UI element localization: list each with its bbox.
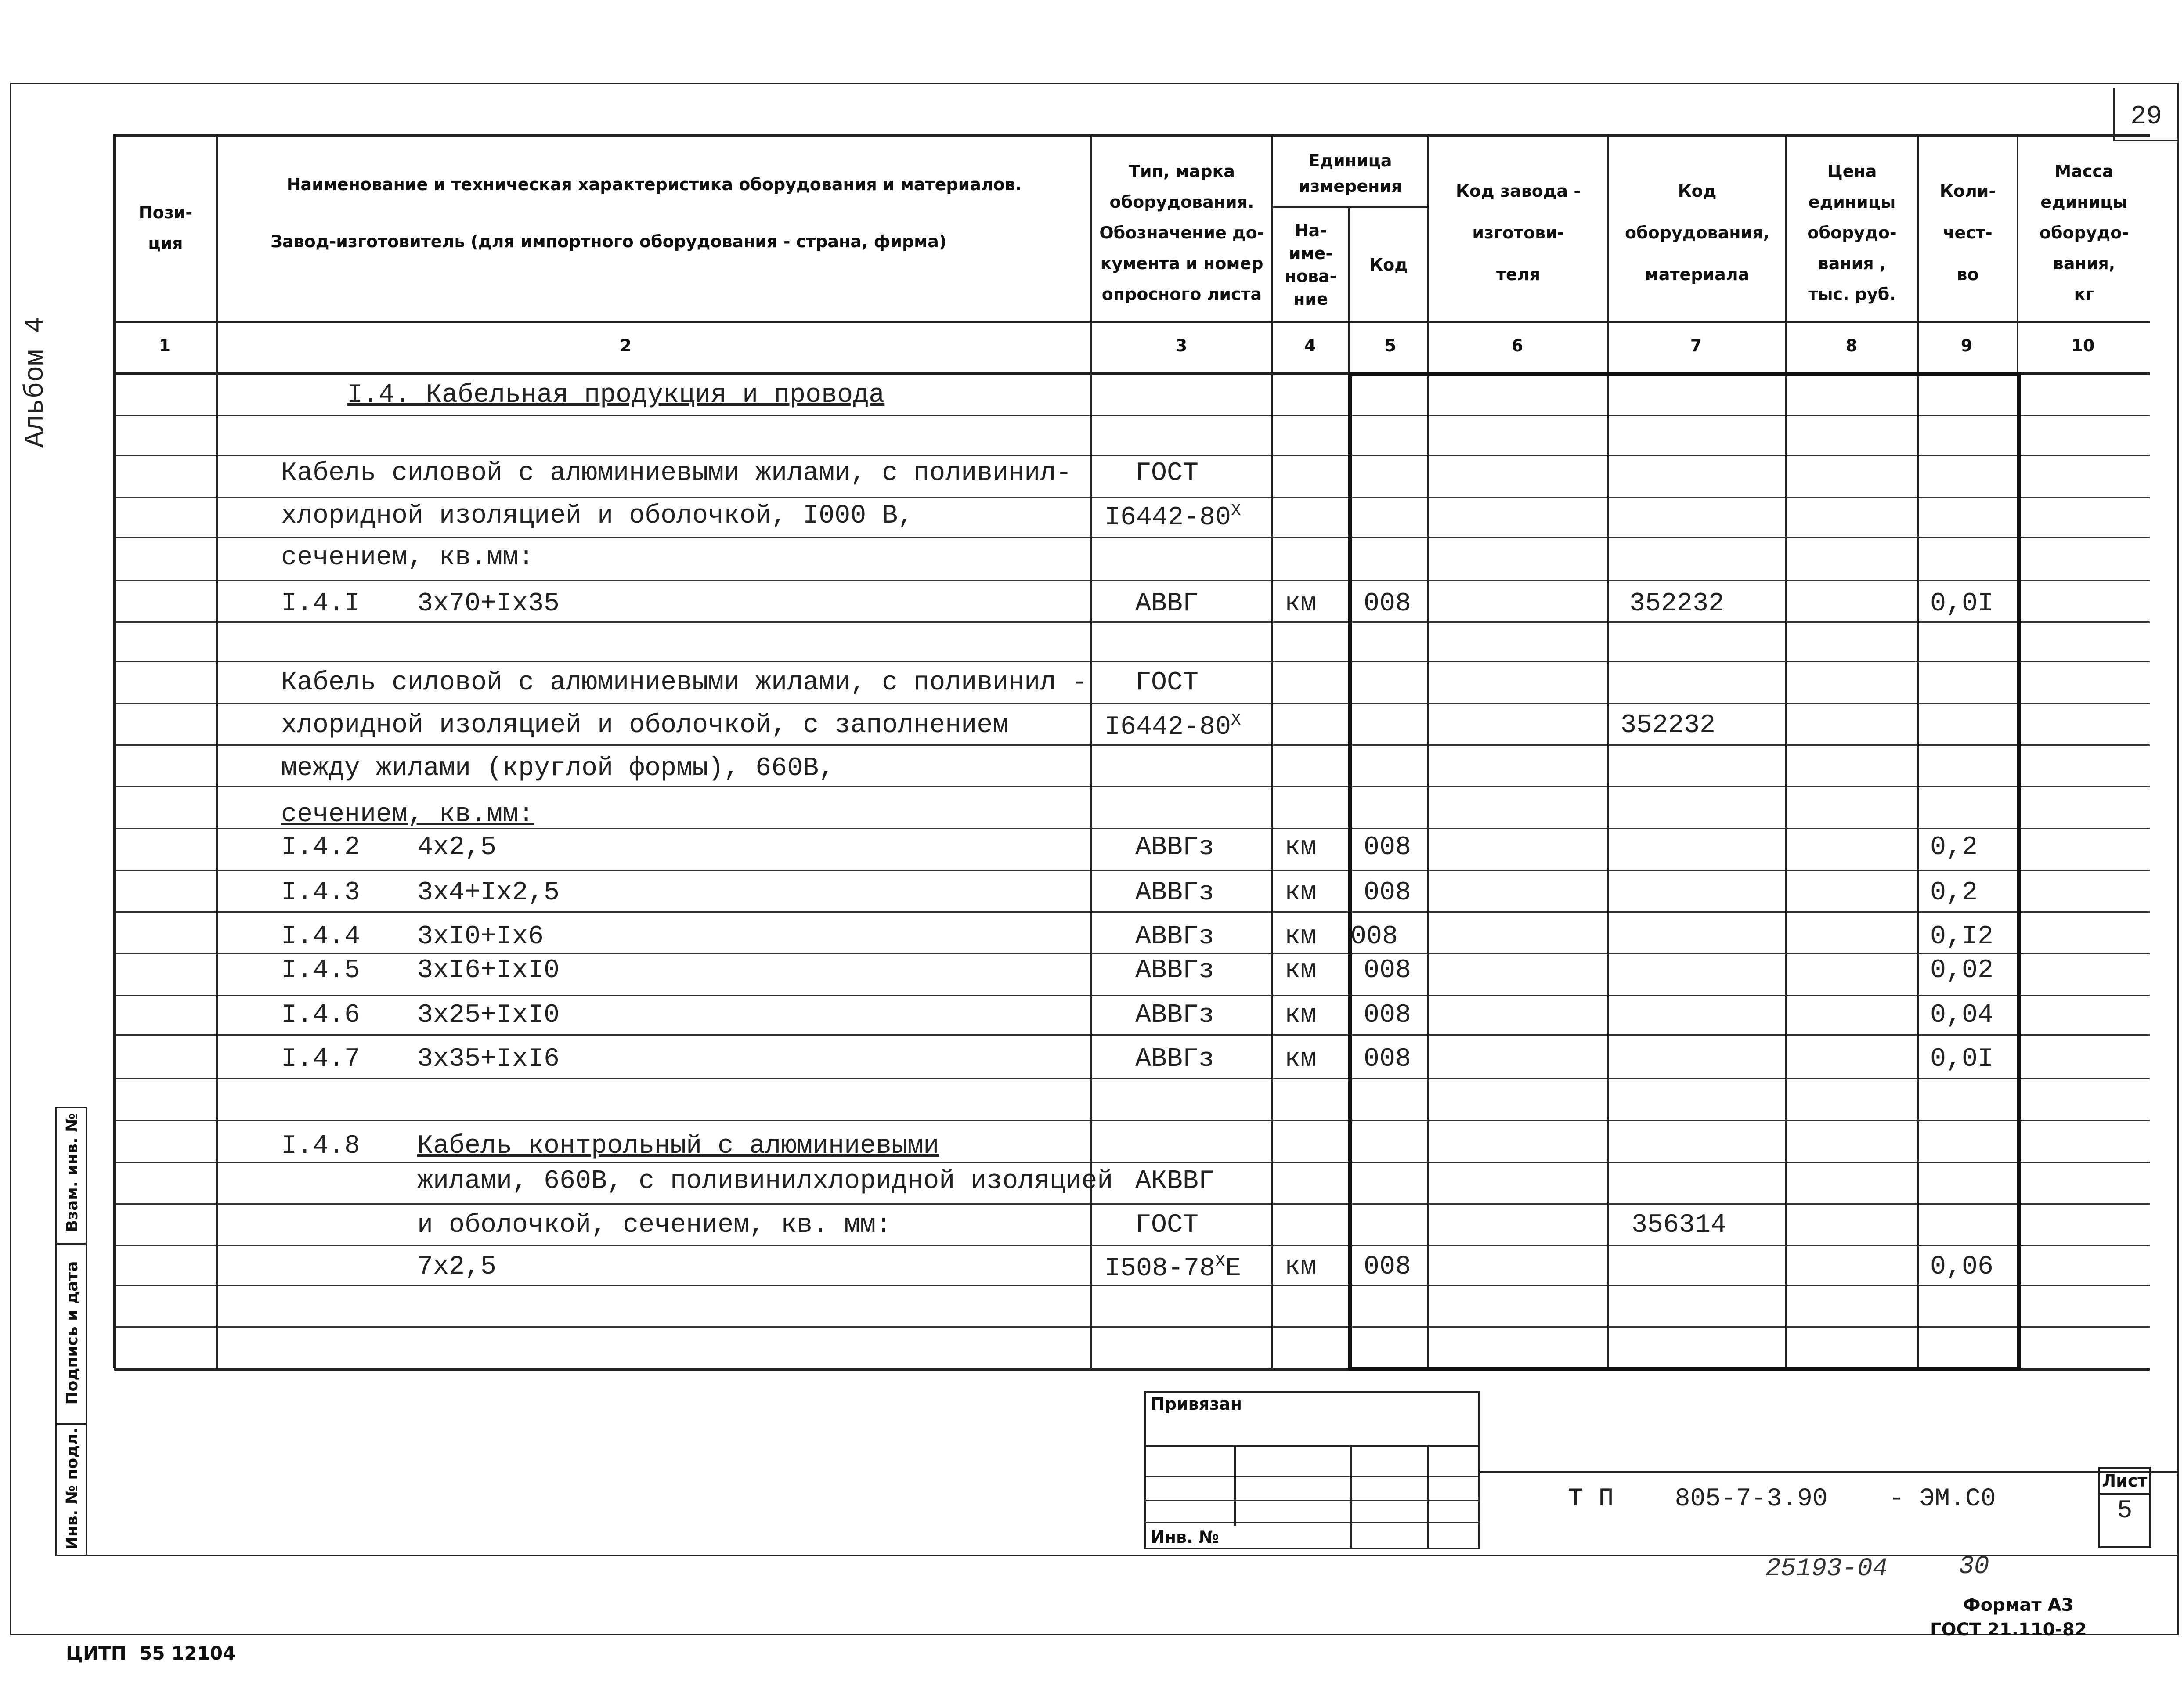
table-row-name: Кабель контрольный с алюминиевыми	[417, 1131, 939, 1161]
table-row-position: I.4.4	[281, 922, 361, 952]
table-row-unit: км	[1285, 589, 1317, 619]
sheet-number: 5	[2117, 1497, 2133, 1525]
header-unit-code: Код	[1369, 255, 1408, 274]
header-price: Цена единицы оборудо- вания , тыс. руб.	[1807, 162, 1897, 304]
column-number: 4	[1304, 336, 1316, 355]
table-row-quantity: 0,04	[1930, 1000, 1994, 1030]
header-unit-name: На- име- нова- ние	[1285, 221, 1337, 309]
table-row-name: между жилами (круглой формы), 660В,	[281, 754, 835, 783]
table-row-name: сечением, кв.мм:	[281, 543, 534, 573]
column-number: 5	[1384, 336, 1397, 355]
table-row-name: хлоридной изоляцией и оболочкой, с заполнением	[281, 711, 1009, 740]
table-row-position: I.4.6	[281, 1000, 361, 1030]
column-number: 1	[159, 336, 171, 355]
table-row-name: 3x70+Ix35	[417, 589, 560, 619]
table-row-type: АВВГз	[1135, 833, 1215, 863]
table-row-equipment-code: 356314	[1632, 1210, 1727, 1240]
table-row-code: 008	[1364, 833, 1411, 863]
album-label: Альбом 4	[20, 317, 51, 448]
table-row-quantity: 0,2	[1930, 878, 1978, 908]
table-row-name: 3x4+Ix2,5	[417, 878, 560, 908]
sheet-label: Лист	[2102, 1471, 2148, 1491]
table-row-type: $I6442-80^X$	[1105, 711, 1241, 742]
handwritten-page-number: 30	[1959, 1552, 1989, 1581]
column-number: 9	[1960, 336, 1973, 355]
table-row-name: Кабель силовой с алюминиевыми жилами, с поливинил-	[281, 458, 1072, 488]
footer-code: ЦИТП 55 12104	[66, 1642, 236, 1664]
table-row-unit: км	[1285, 833, 1317, 863]
table-row-code: 008	[1364, 589, 1411, 619]
table-row-code: 008	[1350, 922, 1398, 952]
table-row-position: I.4.I	[281, 589, 361, 619]
header-quantity: Коли- чест- во	[1939, 181, 1996, 284]
table-row-quantity: 0,06	[1930, 1252, 1994, 1282]
header-manufacturer: Завод-изготовитель (для импортного оборудования - страна, фирма)	[271, 232, 947, 251]
table-row-unit: км	[1285, 1000, 1317, 1030]
table-row-equipment-code: 352232	[1629, 589, 1725, 619]
header-unit: Единица измерения	[1298, 151, 1402, 196]
table-row-name: Кабель силовой с алюминиевыми жилами, с поливинил -	[281, 668, 1088, 698]
document-designation: Т П 805-7-3.90 - ЭМ.С0	[1568, 1485, 1996, 1513]
table-row-type: АКВВГ	[1135, 1166, 1215, 1196]
header-mass: Масса единицы оборудо- вания, кг	[2039, 162, 2129, 304]
column-number: 6	[1511, 336, 1523, 355]
table-row-type: ГОСТ	[1135, 458, 1199, 488]
column-number: 8	[1845, 336, 1858, 355]
table-row-name: 4x2,5	[417, 833, 497, 863]
table-row-position: I.4.3	[281, 878, 361, 908]
table-row-name: хлоридной изоляцией и оболочкой, I000 В,	[281, 501, 914, 531]
column-number: 2	[620, 336, 632, 355]
binding-label: Привязан	[1151, 1394, 1242, 1414]
table-row-type: АВВГз	[1135, 878, 1215, 908]
table-row-unit: км	[1285, 1044, 1317, 1074]
table-row-quantity: 0,02	[1930, 956, 1994, 985]
table-row-unit: км	[1285, 956, 1317, 985]
table-row-type: АВВГз	[1135, 956, 1215, 985]
section-heading: I.4. Кабельная продукция и провода	[347, 380, 885, 410]
table-row-name: жилами, 660В, с поливинилхлоридной изоляцией	[417, 1166, 1113, 1196]
column-number: 7	[1690, 336, 1702, 355]
header-name: Наименование и техническая характеристика оборудования и материалов.	[286, 175, 1022, 194]
table-row-position: I.4.2	[281, 833, 361, 863]
table-row-code: 008	[1364, 1000, 1411, 1030]
binding-stamp	[1144, 1391, 1480, 1549]
table-row-name: и оболочкой, сечением, кв. мм:	[417, 1210, 892, 1240]
table-row-type: АВВГ	[1135, 589, 1199, 619]
header-plant-code: Код завода - изготови- теля	[1455, 181, 1581, 284]
side-stamp-replacement-inv: Взам. инв. №	[63, 1113, 81, 1232]
table-row-type: АВВГз	[1135, 1000, 1215, 1030]
column-number: 10	[2071, 336, 2095, 355]
table-row-name: 3x35+IxI6	[417, 1044, 560, 1074]
table-row-position: I.4.8	[281, 1131, 361, 1161]
table-row-code: 008	[1364, 1252, 1411, 1282]
page-number: 29	[2130, 102, 2162, 132]
table-row-type: АВВГз	[1135, 922, 1215, 952]
inv-number-label: Инв. №	[1151, 1527, 1219, 1547]
table-row-code: 008	[1364, 1044, 1411, 1074]
table-row-code: 008	[1364, 878, 1411, 908]
table-row-type: ГОСТ	[1135, 668, 1199, 698]
table-row-quantity: 0,I2	[1930, 922, 1994, 952]
table-row-name: 3x25+IxI0	[417, 1000, 560, 1030]
table-row-type: $I6442-80^X$	[1105, 502, 1241, 533]
table-row-equipment-code: 352232	[1621, 711, 1716, 740]
table-row-type: АВВГз	[1135, 1044, 1215, 1074]
table-row-unit: км	[1285, 922, 1317, 952]
table-row-type: $I508-78^XЕ$	[1105, 1252, 1241, 1284]
table-row-name: 3xI6+IxI0	[417, 956, 560, 985]
header-position: Пози- ция	[138, 202, 193, 253]
table-row-name: 3xI0+Ix6	[417, 922, 544, 952]
table-row-position: I.4.7	[281, 1044, 361, 1074]
header-equipment-code: Код оборудования, материала	[1625, 181, 1769, 284]
table-row-quantity: 0,0I	[1930, 1044, 1994, 1074]
table-row-name: сечением, кв.мм:	[281, 800, 534, 830]
handwritten-inventory-number: 25193-04	[1765, 1555, 1888, 1583]
column-number: 3	[1175, 336, 1188, 355]
side-stamp-original-inv: Инв. № подл.	[63, 1427, 81, 1550]
side-stamp-signature-date: Подпись и дата	[63, 1261, 81, 1405]
table-row-quantity: 0,2	[1930, 833, 1978, 863]
table-row-position: I.4.5	[281, 956, 361, 985]
table-row-type: ГОСТ	[1135, 1210, 1199, 1240]
table-row-quantity: 0,0I	[1930, 589, 1994, 619]
table-row-unit: км	[1285, 1252, 1317, 1282]
table-row-name: 7x2,5	[417, 1252, 497, 1282]
header-type: Тип, марка оборудования. Обозначение до- кумента и номер опросного листа	[1099, 162, 1264, 304]
table-row-unit: км	[1285, 878, 1317, 908]
gost-label: ГОСТ 21.110-82	[1930, 1620, 2087, 1640]
format-label: Формат А3	[1963, 1595, 2074, 1615]
table-row-code: 008	[1364, 956, 1411, 985]
